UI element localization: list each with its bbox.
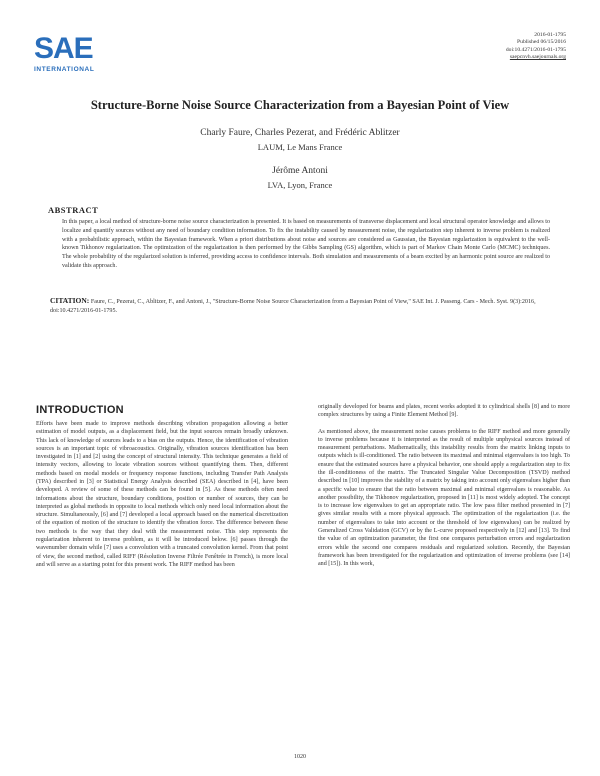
published-date: Published 06/15/2016 bbox=[517, 39, 566, 46]
authors-primary: Charly Faure, Charles Pezerat, and Frédéric Ablitzer bbox=[200, 128, 400, 138]
sae-logo bbox=[34, 34, 114, 73]
affiliation-secondary: LVA, Lyon, France bbox=[267, 180, 333, 190]
citation-text: Faure, C., Pezerat, C., Ablitzer, F., and Antoni, J., "Structure-Borne Noise Source Characterization from a Bayesian Point of View," SAE Int. J. Passeng. Cars - Mech. Syst. 9(3):2016, doi:10.4271/2016-01-1795. bbox=[50, 299, 536, 314]
logo-mark: SAE bbox=[34, 32, 93, 65]
authors-secondary: Jérôme Antoni bbox=[272, 166, 328, 176]
logo-subtitle: INTERNATIONAL bbox=[34, 66, 95, 73]
abstract-heading: ABSTRACT bbox=[48, 205, 99, 215]
intro-paragraph: As mentioned above, the measurement noise causes problems to the RIFF method and more generally to inverse problems because it is interpreted as the result of multiple unphysical sources instead of measurement perturbations. Mathematically, this instability results from the matrix linking inputs to outputs which is ill-conditioned. The ratio between its maximal and minimal eigenvalues is too high. To ensure that the estimated sources have a physical behavior, one should apply a regularization step to fix the ill-conditioness of the matrix. The Truncated Singular Value Decomposition (TSVD) method described in [10] improves the stability of a matrix by taking into account only eigenvalues higher than a specific value to ensure that the ratio between maximal and minimal eigenvalues is reasonable. As another possibility, the Tikhonov regularization, proposed in [11] is most widely adopted. The concept is to increase low eigenvalues to get an appropriate ratio. The low pass filter method presented in [7] gives similar results with a more physical approach. The optimization of the regularization (i.e. the number of eigenvalues to take into account or the threshold of low eigenvalues) can be realized by Generalized Cross Validation (GCV) or by the L-curve proposed respectively in [12] and [13]. To find the value of an optimization parameter, the first one compares perturbation errors and regularization errors while the second one compares residuals and regularized solution. Recently, the Bayesian framework has been investigated for the regularization and optimization of inverse problems (see [14] and [15]). In this work, bbox=[318, 428, 570, 568]
abstract-text: In this paper, a local method of structure-borne noise source characterization is presented. It is based on measurements of transverse displacement and local structural operator knowledge and allows to localize and quantify sources without any need of boundary condition information. To fix the instability caused by measurement noise, the regularization step inherent to inverse problem is realized with a probabilistic approach, within the Bayesian framework. When a priori distributions about noise and sources are considered as Gaussian, the Bayesian regularization is equivalent to the well-known Tikhonov regularization. The optimization of the regularization is then performed by the Gibbs Sampling (GS) algorithm, which is part of Markov Chain Monte Carlo (MCMC) techniques. The whole probability of the regularized solution is inferred, providing access to confidence intervals. Both simulation and measurements of a beam excited by an harmonic point source are realized to validate this approach. bbox=[62, 219, 550, 269]
page-number: 1020 bbox=[294, 754, 306, 760]
paper-title: Structure-Borne Noise Source Characterization from a Bayesian Point of View bbox=[90, 98, 510, 112]
body-column-left bbox=[36, 420, 288, 569]
affiliation-primary: LAUM, Le Mans France bbox=[257, 142, 343, 152]
doi: doi:10.4271/2016-01-1795 bbox=[505, 46, 566, 53]
intro-paragraph: Efforts have been made to improve methods describing vibration propagation allowing a better estimation of model outputs, as a displacement field, but the input sources remain broadly unknown. This lack of knowledge of sources leads to a bias on the outputs. Hence, the identification of vibration sources is an important topic of vibroacoustics. Originally, vibration sources identification has been investigated in [1] and [2] using the concept of structural intensity. This technique generates a field of intensity vectors, allowing to locate vibration sources without quantifying them. Then, different methods based on modal models or frequency response functions, including Transfer Path Analysis (TPA) described in [3] or Statistical Energy Analysis described (SEA) described in [4], have been developed. A review of some of these methods can be found in [5]. As these methods often need informations about the structure, boundary conditions, position or number of sources, they can be interpreted as global methods in opposite to local methods which only need local information about the structure. Simultaneously, [6] and [7] developed a local approach based on the numerical discretization of the equation of motion of the structure to identify the vibration force. The difference between these two methods is the way that they deal with the measurement noise. This step represents the regularization inherent to inverse problem, as it will be introduced below. [6] passes through the wavenumber domain while [7] uses a convolution with a truncated convolution kernel. From that point of view, the second method, called RIFF (Résolution Inverse Filtrée Fenêtrée in French), is more local and will serve as a starting point for this present work. The RIFF method has been bbox=[36, 421, 288, 568]
citation bbox=[50, 296, 550, 316]
intro-paragraph: originally developed for beams and plates, recent works adopted it to cylindrical shells [8] and to more complex structures by using a Finite Element Method [9]. bbox=[318, 404, 570, 419]
introduction-heading: INTRODUCTION bbox=[36, 404, 124, 416]
publication-meta bbox=[506, 32, 566, 62]
journal-url[interactable]: saepcnvh.saejournals.org bbox=[509, 54, 566, 61]
paper-id: 2016-01-1795 bbox=[534, 32, 566, 38]
body-column-right bbox=[318, 403, 570, 568]
citation-label: CITATION: bbox=[50, 296, 90, 305]
